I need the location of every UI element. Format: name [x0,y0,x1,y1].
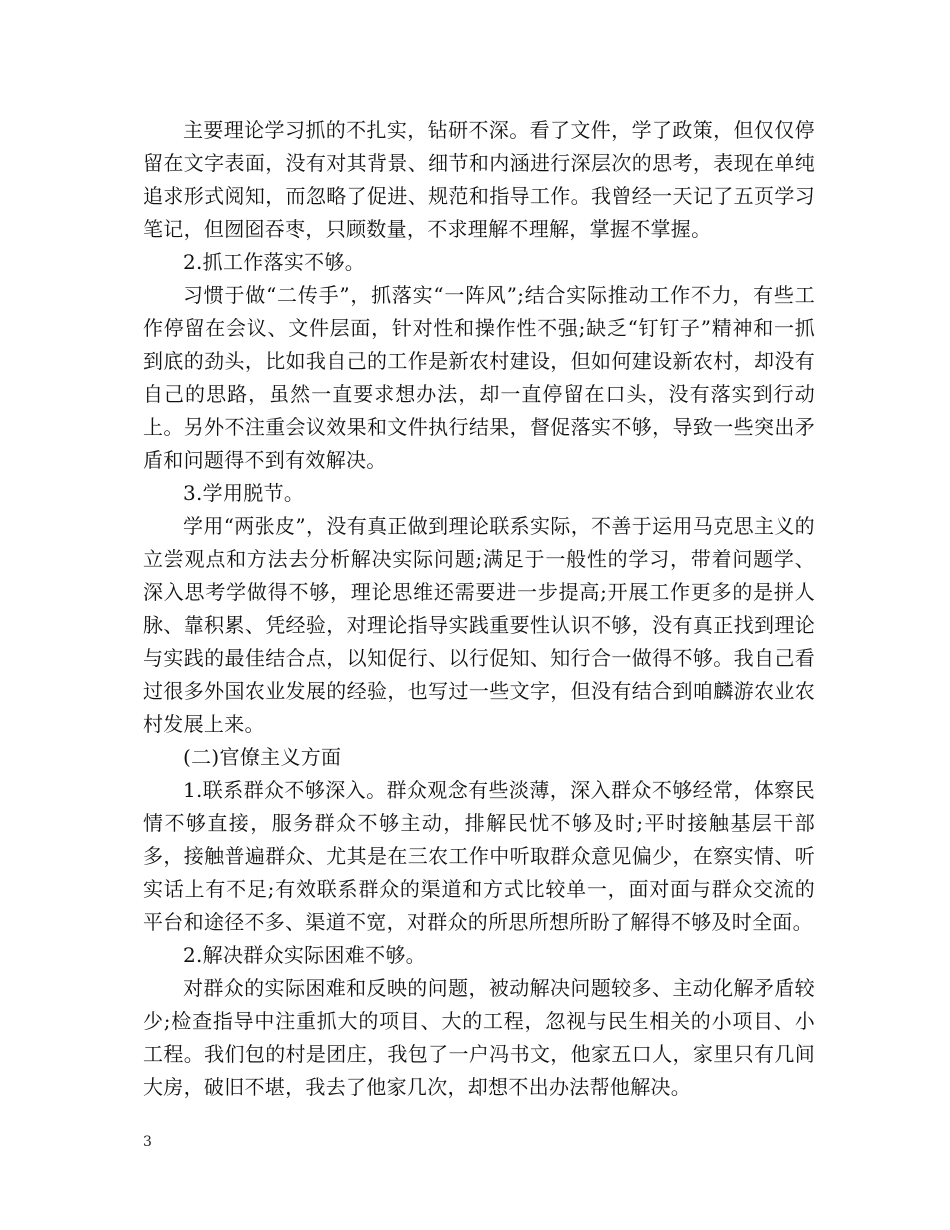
page-number: 3 [143,1134,152,1150]
paragraph-theory-study: 主要理论学习抓的不扎实，钻研不深。看了文件，学了政策，但仅仅停留在文字表面，没有对其背景、细节和内涵进行深层次的思考，表现在单纯追求形式阅知，而忽略了促进、规范和指导工作。我曾经一天记了五页学习笔记，但囫囵吞枣，只顾数量，不求理解不理解，掌握不掌握。 [143,118,815,241]
document-body [143,114,815,1104]
heading-solve-difficulties: 2.解决群众实际困难不够。 [183,943,426,967]
paragraph-work-implementation: 习惯于做“二传手”，抓落实“一阵风”;结合实际推动工作不力，有些工作停留在会议、文件层面，针对性和操作性不强;缺乏“钉钉子”精神和一抓到底的劲头，比如我自己的工作是新农村建设，但如何建设新农村，却没有自己的思路，虽然一直要求想办法，却一直停留在口头，没有落实到行动上。另外不注重会议效果和文件执行结果，督促落实不够，导致一些突出矛盾和问题得不到有效解决。 [143,283,815,472]
heading-work-implementation: 2.抓工作落实不够。 [183,250,366,274]
heading-study-practice-gap: 3.学用脱节。 [183,481,305,505]
paragraph-solve-difficulties: 对群众的实际困难和反映的问题，被动解决问题较多、主动化解矛盾较少;检查指导中注重抓大的项目、大的工程，忽视与民生相关的小项目、小工程。我们包的村是团庄，我包了一户冯书文，他家五口人，家里只有几间大房，破旧不堪，我去了他家几次，却想不出办法帮他解决。 [143,976,815,1099]
paragraph-study-practice-gap: 学用“两张皮”，没有真正做到理论联系实际，不善于运用马克思主义的立尝观点和方法去分析解决实际问题;满足于一般性的学习，带着问题学、深入思考学做得不够，理论思维还需要进一步提高;开展工作更多的是拼人脉、靠积累、凭经验，对理论指导实践重要性认识不够，没有真正找到理论与实践的最佳结合点，以知促行、以行促知、知行合一做得不够。我自己看过很多外国农业发展的经验，也写过一些文字，但没有结合到咱麟游农业农村发展上来。 [143,514,815,736]
paragraph-contact-masses: 1.联系群众不够深入。群众观念有些淡薄，深入群众不够经常，体察民情不够直接，服务群众不够主动，排解民忧不够及时;平时接触基层干部多，接触普遍群众、尤其是在三农工作中听取群众意见偏少，在察实情、听实话上有不足;有效联系群众的渠道和方式比较单一，面对面与群众交流的平台和途径不多、渠道不宽，对群众的所思所想所盼了解得不够及时全面。 [143,778,815,934]
heading-bureaucracy: (二)官僚主义方面 [183,745,342,769]
